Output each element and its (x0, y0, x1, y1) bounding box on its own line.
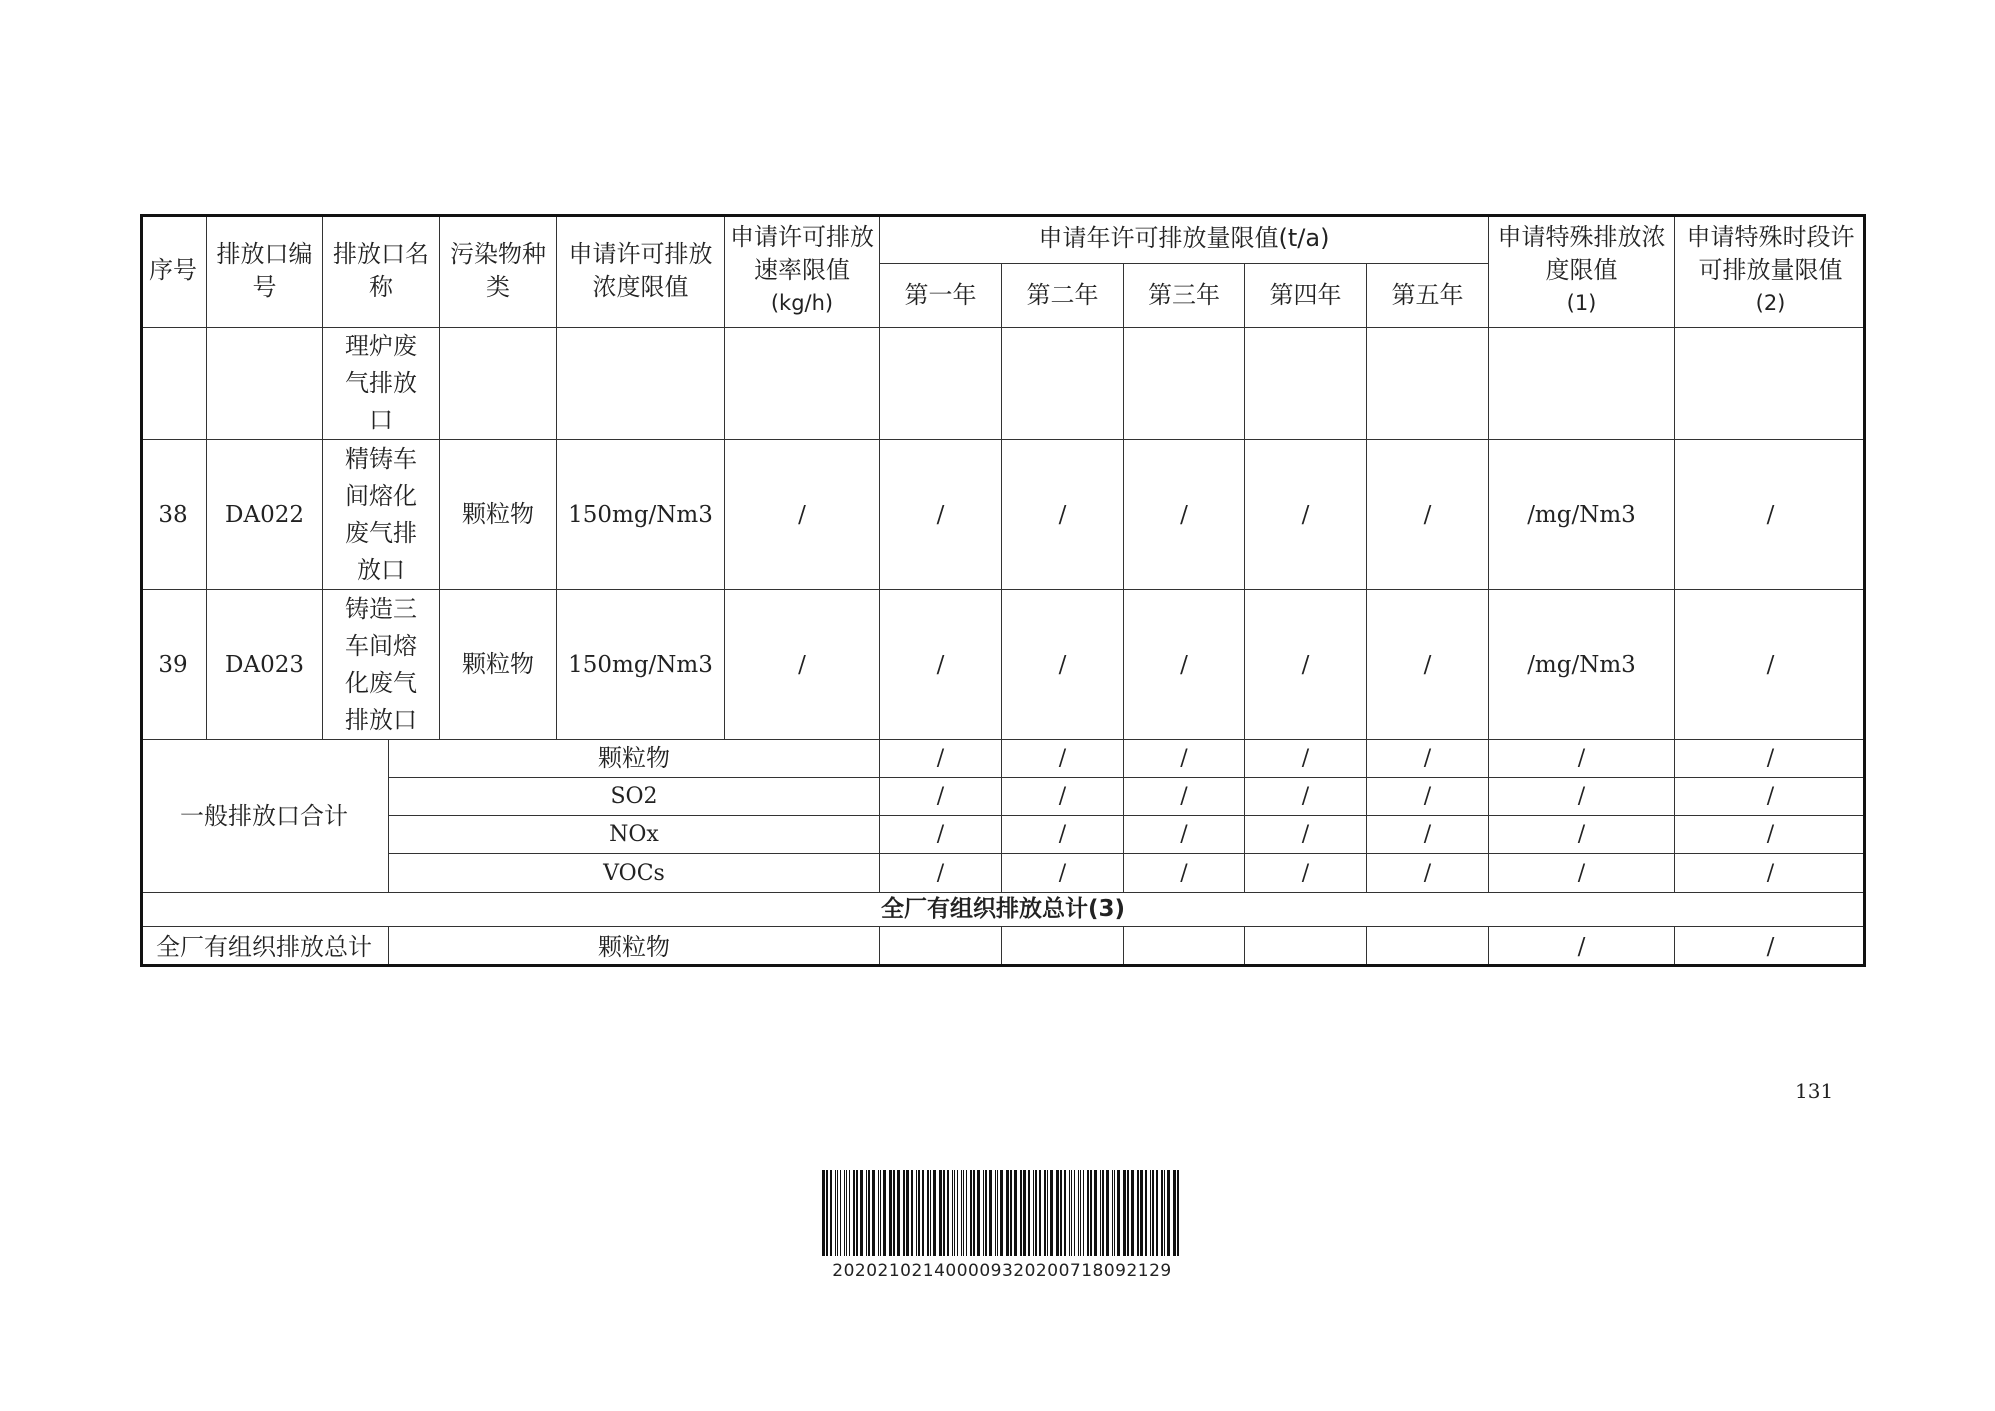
row38-y4: / (1245, 440, 1367, 590)
general-2-v3: / (1124, 778, 1245, 816)
barcode-bar (1006, 1170, 1009, 1256)
general-4-v5: / (1367, 854, 1489, 893)
barcode-bar (1167, 1170, 1170, 1256)
barcode-bar (1140, 1170, 1143, 1256)
barcode-bar (957, 1170, 958, 1256)
cont-seq (140, 328, 207, 440)
header-special-conc: 申请特殊排放浓度限值 (1) (1489, 214, 1675, 328)
plant-total-v2 (1002, 927, 1124, 967)
barcode-bar (849, 1170, 850, 1256)
barcode-bar (1000, 1170, 1003, 1256)
barcode-bar (1161, 1170, 1163, 1256)
barcode-bar (943, 1170, 945, 1256)
plant-total-v1 (880, 927, 1002, 967)
barcode-bar (1090, 1170, 1092, 1256)
barcode-bar (835, 1170, 836, 1256)
row38-outlet-name: 精铸车间熔化废气排放口 (323, 440, 440, 590)
barcode-bar (961, 1170, 962, 1256)
barcode-bar (830, 1170, 832, 1256)
row38-special-period: / (1675, 440, 1866, 590)
general-1-v3: / (1124, 740, 1245, 778)
general-2-v6: / (1489, 778, 1675, 816)
cont-conc (557, 328, 725, 440)
general-1-v2: / (1002, 740, 1124, 778)
barcode-bar (1078, 1170, 1079, 1256)
general-3-v7: / (1675, 816, 1866, 854)
general-pollutant-3: NOx (389, 816, 880, 854)
barcode-bar (1102, 1170, 1104, 1256)
barcode-bar (860, 1170, 863, 1256)
barcode-number: 20202102140000932020071809212​9 (832, 1261, 1172, 1281)
general-total-label: 一般排放口合计 (140, 740, 389, 893)
barcode-bar (922, 1170, 924, 1256)
general-3-v2: / (1002, 816, 1124, 854)
barcode-bar (889, 1170, 892, 1256)
barcode-bar (1137, 1170, 1139, 1256)
barcode-bar (893, 1170, 895, 1256)
barcode-bar (903, 1170, 905, 1256)
barcode-bar (1177, 1170, 1179, 1256)
row38-y2: / (1002, 440, 1124, 590)
general-pollutant-4: VOCs (389, 854, 880, 893)
cont-pollutant (440, 328, 557, 440)
barcode-bar (977, 1170, 980, 1256)
barcode-bar (983, 1170, 984, 1256)
barcode-bar (1131, 1170, 1134, 1256)
barcode-bar (1071, 1170, 1072, 1256)
barcode-bar (995, 1170, 996, 1256)
row38-code: DA022 (207, 440, 323, 590)
barcode-bar (1060, 1170, 1062, 1256)
barcode-bar (844, 1170, 845, 1256)
barcode-bar (927, 1170, 929, 1256)
barcode-bar (1117, 1170, 1120, 1256)
barcode-bar (1014, 1170, 1017, 1256)
barcode-bar (1083, 1170, 1084, 1256)
header-pollutant: 污染物种类 (440, 214, 557, 328)
barcode-bar (954, 1170, 955, 1256)
row39-rate: / (725, 590, 880, 740)
general-3-v4: / (1245, 816, 1367, 854)
barcode-bar (1028, 1170, 1030, 1256)
barcode-bar (1150, 1170, 1151, 1256)
barcode-bar (970, 1170, 972, 1256)
barcode-bar (989, 1170, 992, 1256)
barcode-bar (878, 1170, 879, 1256)
general-3-v1: / (880, 816, 1002, 854)
barcode-bar (952, 1170, 953, 1256)
row39-y5: / (1367, 590, 1489, 740)
header-year-3: 第三年 (1124, 264, 1245, 328)
barcode-bar (997, 1170, 998, 1256)
barcode-bar (947, 1170, 949, 1256)
general-2-v5: / (1367, 778, 1489, 816)
barcode-bar (963, 1170, 964, 1256)
cont-y5 (1367, 328, 1489, 440)
row38-y1: / (880, 440, 1002, 590)
general-4-v4: / (1245, 854, 1367, 893)
cont-y1 (880, 328, 1002, 440)
general-4-v1: / (880, 854, 1002, 893)
cont-y3 (1124, 328, 1245, 440)
row38-special-conc: /mg/Nm3 (1489, 440, 1675, 590)
general-4-v7: / (1675, 854, 1866, 893)
barcode-bar (866, 1170, 867, 1256)
general-1-v4: / (1245, 740, 1367, 778)
barcode-bars (820, 1170, 1184, 1256)
cont-rate (725, 328, 880, 440)
row39-seq: 39 (140, 590, 207, 740)
general-1-v7: / (1675, 740, 1866, 778)
row39-y4: / (1245, 590, 1367, 740)
row38-y3: / (1124, 440, 1245, 590)
row38-pollutant: 颗粒物 (440, 440, 557, 590)
barcode-bar (1112, 1170, 1113, 1256)
general-2-v2: / (1002, 778, 1124, 816)
header-year-5: 第五年 (1367, 264, 1489, 328)
general-4-v3: / (1124, 854, 1245, 893)
general-1-v6: / (1489, 740, 1675, 778)
barcode-bar (880, 1170, 881, 1256)
barcode-bar (822, 1170, 825, 1256)
barcode-bar (1056, 1170, 1059, 1256)
cont-y2 (1002, 328, 1124, 440)
row38-rate: / (725, 440, 880, 590)
general-2-v7: / (1675, 778, 1866, 816)
barcode-bar (1127, 1170, 1129, 1256)
general-1-v1: / (880, 740, 1002, 778)
barcode-bar (1156, 1170, 1158, 1256)
header-year-4: 第四年 (1245, 264, 1367, 328)
barcode-bar (1035, 1170, 1037, 1256)
header-outlet-name: 排放口名称 (323, 214, 440, 328)
header-outlet-code: 排放口编号 (207, 214, 323, 328)
plant-total-heading: 全厂有组织排放总计(3) (140, 893, 1866, 927)
barcode-bar (1164, 1170, 1165, 1256)
barcode-bar (883, 1170, 886, 1256)
plant-total-v6: / (1489, 927, 1675, 967)
barcode-bar (1100, 1170, 1101, 1256)
barcode-bar (985, 1170, 987, 1256)
cont-code (207, 328, 323, 440)
barcode-bar (897, 1170, 900, 1256)
barcode-bar (1123, 1170, 1126, 1256)
row38-conc: 150mg/Nm3 (557, 440, 725, 590)
barcode-bar (1033, 1170, 1034, 1256)
plant-total-v5 (1367, 927, 1489, 967)
general-3-v3: / (1124, 816, 1245, 854)
barcode-bar (1080, 1170, 1081, 1256)
barcode-bar (1069, 1170, 1070, 1256)
barcode-bar (916, 1170, 917, 1256)
row39-conc: 150mg/Nm3 (557, 590, 725, 740)
barcode-bar (1044, 1170, 1046, 1256)
page-number: 131 (1795, 1079, 1834, 1103)
barcode-bar (933, 1170, 936, 1256)
barcode-bar (868, 1170, 870, 1256)
general-2-v4: / (1245, 778, 1367, 816)
row39-y1: / (880, 590, 1002, 740)
header-year-2: 第二年 (1002, 264, 1124, 328)
header-year-1: 第一年 (880, 264, 1002, 328)
general-pollutant-1: 颗粒物 (389, 740, 880, 778)
emission-limit-table (140, 214, 1866, 967)
cont-special-period (1675, 328, 1866, 440)
barcode-bar (872, 1170, 875, 1256)
general-4-v6: / (1489, 854, 1675, 893)
barcode-bar (930, 1170, 931, 1256)
barcode-bar (1087, 1170, 1089, 1256)
barcode-bar (1145, 1170, 1147, 1256)
barcode-bar (1094, 1170, 1097, 1256)
barcode-bar (837, 1170, 838, 1256)
barcode-bar (1106, 1170, 1109, 1256)
row38-seq: 38 (140, 440, 207, 590)
barcode-bar (1050, 1170, 1053, 1256)
general-2-v1: / (880, 778, 1002, 816)
barcode-bar (1114, 1170, 1115, 1256)
plant-total-v4 (1245, 927, 1367, 967)
barcode-bar (856, 1170, 858, 1256)
barcode-bar (973, 1170, 975, 1256)
barcode-bar (906, 1170, 909, 1256)
barcode-bar (1074, 1170, 1075, 1256)
header-rate-limit: 申请许可排放速率限值 (kg/h) (725, 214, 880, 328)
row38-y5: / (1367, 440, 1489, 590)
barcode-bar (966, 1170, 967, 1256)
barcode-bar (846, 1170, 847, 1256)
general-pollutant-2: SO2 (389, 778, 880, 816)
header-special-period: 申请特殊时段许可排放量限值 (2) (1675, 214, 1866, 328)
barcode-bar (1173, 1170, 1176, 1256)
row39-outlet-name: 铸造三车间熔化废气排放口 (323, 590, 440, 740)
barcode-bar (911, 1170, 913, 1256)
row39-special-period: / (1675, 590, 1866, 740)
cont-outlet-name: 理炉废气排放口 (323, 328, 440, 440)
barcode-bar (1039, 1170, 1041, 1256)
barcode-bar (1023, 1170, 1026, 1256)
barcode-bar (1064, 1170, 1066, 1256)
barcode-bar (918, 1170, 920, 1256)
row39-special-conc: /mg/Nm3 (1489, 590, 1675, 740)
general-3-v5: / (1367, 816, 1489, 854)
barcode (820, 1170, 1184, 1290)
barcode-bar (1020, 1170, 1022, 1256)
barcode-bar (1010, 1170, 1012, 1256)
row39-y2: / (1002, 590, 1124, 740)
general-4-v2: / (1002, 854, 1124, 893)
header-seq: 序号 (140, 214, 207, 328)
plant-total-v7: / (1766, 934, 1775, 960)
row39-code: DA023 (207, 590, 323, 740)
barcode-bar (939, 1170, 942, 1256)
general-3-v6: / (1489, 816, 1675, 854)
barcode-bar (1152, 1170, 1154, 1256)
general-1-v5: / (1367, 740, 1489, 778)
cont-y4 (1245, 328, 1367, 440)
cont-special-conc (1489, 328, 1675, 440)
barcode-bar (826, 1170, 828, 1256)
row39-y3: / (1124, 590, 1245, 740)
header-annual-group: 申请年许可排放量限值(t/a) (880, 214, 1489, 264)
row39-pollutant: 颗粒物 (440, 590, 557, 740)
plant-total-label: 全厂有组织排放总计 (140, 927, 389, 967)
plant-total-v3 (1124, 927, 1245, 967)
plant-total-pollutant: 颗粒物 (389, 927, 880, 967)
barcode-bar (853, 1170, 855, 1256)
barcode-bar (1047, 1170, 1048, 1256)
barcode-bar (840, 1170, 841, 1256)
header-conc-limit: 申请许可排放浓度限值 (557, 214, 725, 328)
